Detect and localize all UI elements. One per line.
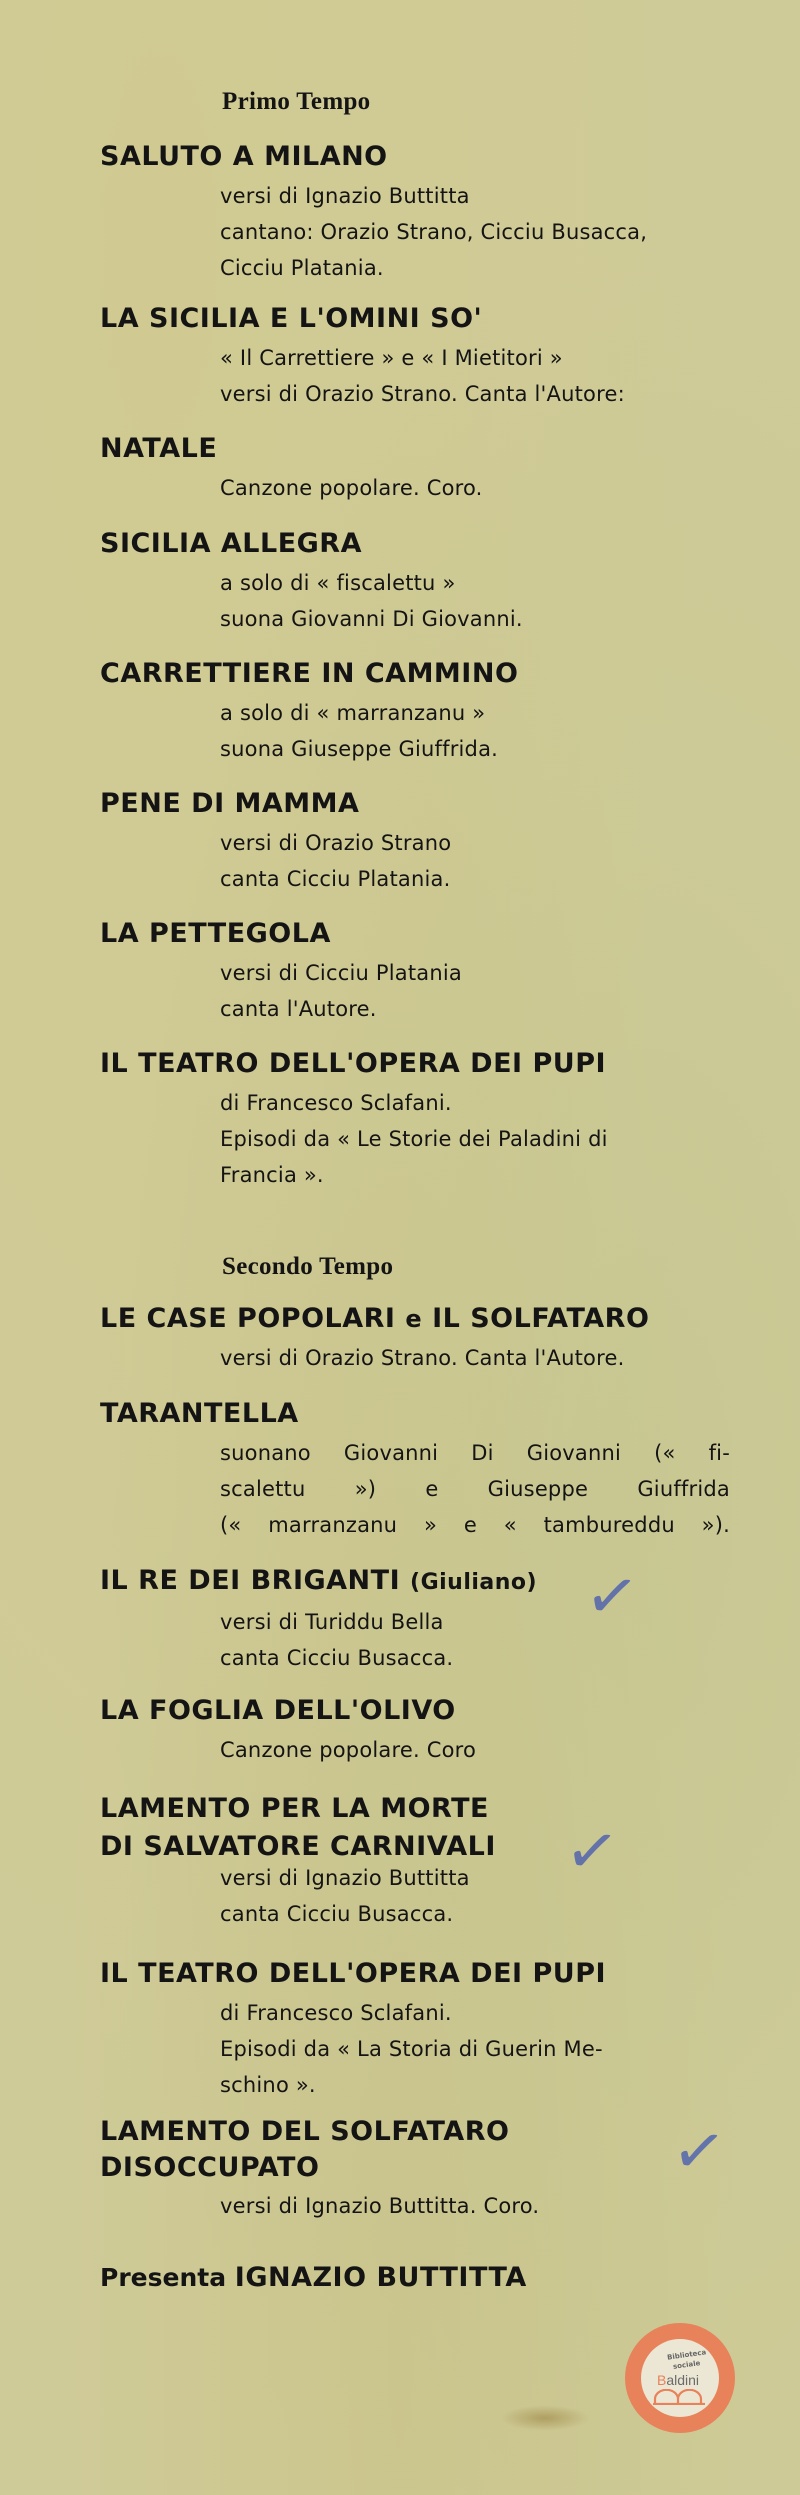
item-line: versi di Orazio Strano	[220, 831, 452, 855]
program-item	[100, 2114, 539, 2224]
item-title-part: (Giuliano)	[410, 1570, 538, 1595]
item-line: Cicciu Platania.	[220, 256, 384, 280]
item-line: versi di Ignazio Buttitta	[220, 1866, 470, 1890]
stamp-top-text: Biblioteca	[666, 2348, 707, 2362]
program-item	[100, 1692, 476, 1768]
item-line: di Francesco Sclafani.	[220, 1091, 452, 1115]
item-line: versi di Cicciu Platania	[220, 961, 462, 985]
item-title-part: LE CASE POPOLARI	[100, 1303, 396, 1334]
program-item	[100, 655, 518, 767]
item-line: Francia ».	[220, 1163, 324, 1187]
item-line: versi di Ignazio Buttitta. Coro.	[220, 2194, 540, 2218]
item-title: NATALE	[100, 433, 218, 464]
item-title: LA FOGLIA DELL'OLIVO	[100, 1695, 456, 1726]
presenta-label: Presenta	[100, 2263, 227, 2292]
program-item	[100, 785, 451, 897]
item-line: a solo di « fiscalettu »	[220, 571, 456, 595]
item-title: TARANTELLA	[100, 1398, 299, 1429]
check-mark-icon: ✓	[560, 1811, 624, 1893]
item-title: CARRETTIERE IN CAMMINO	[100, 658, 519, 689]
check-mark-icon: ✓	[580, 1556, 644, 1638]
item-title: LAMENTO DEL SOLFATARO	[100, 2116, 510, 2147]
stamp-mid-text: sociale	[672, 2359, 701, 2371]
item-line: a solo di « marranzanu »	[220, 701, 486, 725]
item-line: suona Giovanni Di Giovanni.	[220, 607, 523, 631]
stamp-word-initial: B	[657, 2372, 667, 2388]
item-line: schino ».	[220, 2073, 316, 2097]
item-title: PENE DI MAMMA	[100, 788, 360, 819]
program-item	[100, 1562, 537, 1676]
program-item	[100, 1955, 606, 2103]
book-logo-icon	[653, 2389, 705, 2405]
item-line: Episodi da « Le Storie dei Paladini di	[220, 1127, 608, 1151]
item-line: canta Cicciu Busacca.	[220, 1902, 454, 1926]
item-title-part: IL RE DEI BRIGANTI	[100, 1565, 401, 1596]
item-line: Canzone popolare. Coro	[220, 1738, 477, 1762]
item-line: (« marranzanu » e « tambureddu »).	[220, 1513, 730, 1537]
program-item	[100, 1300, 649, 1376]
item-title: SICILIA ALLEGRA	[100, 528, 362, 559]
item-title	[100, 1562, 537, 1602]
presenter-credit	[100, 2262, 527, 2293]
library-stamp-icon	[625, 2323, 735, 2433]
item-title	[100, 1300, 649, 1338]
program-item	[100, 300, 625, 412]
item-title: SALUTO A MILANO	[100, 141, 388, 172]
item-line: Episodi da « La Storia di Guerin Me-	[220, 2037, 603, 2061]
item-line: versi di Turiddu Bella	[220, 1610, 444, 1634]
program-item	[100, 430, 483, 506]
item-title: IL TEATRO DELL'OPERA DEI PUPI	[100, 1048, 607, 1079]
check-mark-icon: ✓	[667, 2111, 731, 2193]
program-item	[100, 1790, 496, 1932]
program-item	[100, 1395, 730, 1543]
item-line: versi di Orazio Strano. Canta l'Autore.	[220, 1346, 625, 1370]
program-item	[100, 1045, 608, 1193]
item-title: LAMENTO PER LA MORTE	[100, 1793, 489, 1824]
item-title: LA SICILIA E L'OMINI SO'	[100, 303, 483, 334]
item-line: scalettu ») e Giuseppe Giuffrida	[220, 1477, 730, 1501]
program-item	[100, 915, 462, 1027]
item-line: canta Cicciu Busacca.	[220, 1646, 454, 1670]
item-title: IL TEATRO DELL'OPERA DEI PUPI	[100, 1958, 607, 1989]
item-line: canta l'Autore.	[220, 997, 377, 1021]
item-line: versi di Orazio Strano. Canta l'Autore:	[220, 382, 625, 406]
section-title-secondo-tempo: Secondo Tempo	[222, 1253, 394, 1280]
item-line: cantano: Orazio Strano, Cicciu Busacca,	[220, 220, 648, 244]
presenter-name: IGNAZIO BUTTITTA	[234, 2262, 527, 2293]
item-line: Canzone popolare. Coro.	[220, 476, 483, 500]
item-title: DI SALVATORE CARNIVALI	[100, 1831, 496, 1862]
item-line: canta Cicciu Platania.	[220, 867, 451, 891]
item-line: di Francesco Sclafani.	[220, 2001, 452, 2025]
item-title: DISOCCUPATO	[100, 2152, 320, 2183]
item-line: versi di Ignazio Buttitta	[220, 184, 470, 208]
program-item	[100, 138, 647, 286]
item-title-part: IL SOLFATARO	[432, 1303, 650, 1334]
stamp-word	[657, 2372, 699, 2388]
item-line: « Il Carrettiere » e « I Mietitori »	[220, 346, 563, 370]
item-line: suonano Giovanni Di Giovanni (« fi-	[220, 1441, 730, 1465]
item-title: LA PETTEGOLA	[100, 918, 331, 949]
stamp-word-rest: aldini	[666, 2372, 700, 2388]
program-item	[100, 525, 523, 637]
paper-stain	[500, 2405, 590, 2431]
item-line: suona Giuseppe Giuffrida.	[220, 737, 499, 761]
item-title-conjunction: e	[405, 1305, 423, 1333]
section-title-primo-tempo: Primo Tempo	[222, 88, 371, 115]
